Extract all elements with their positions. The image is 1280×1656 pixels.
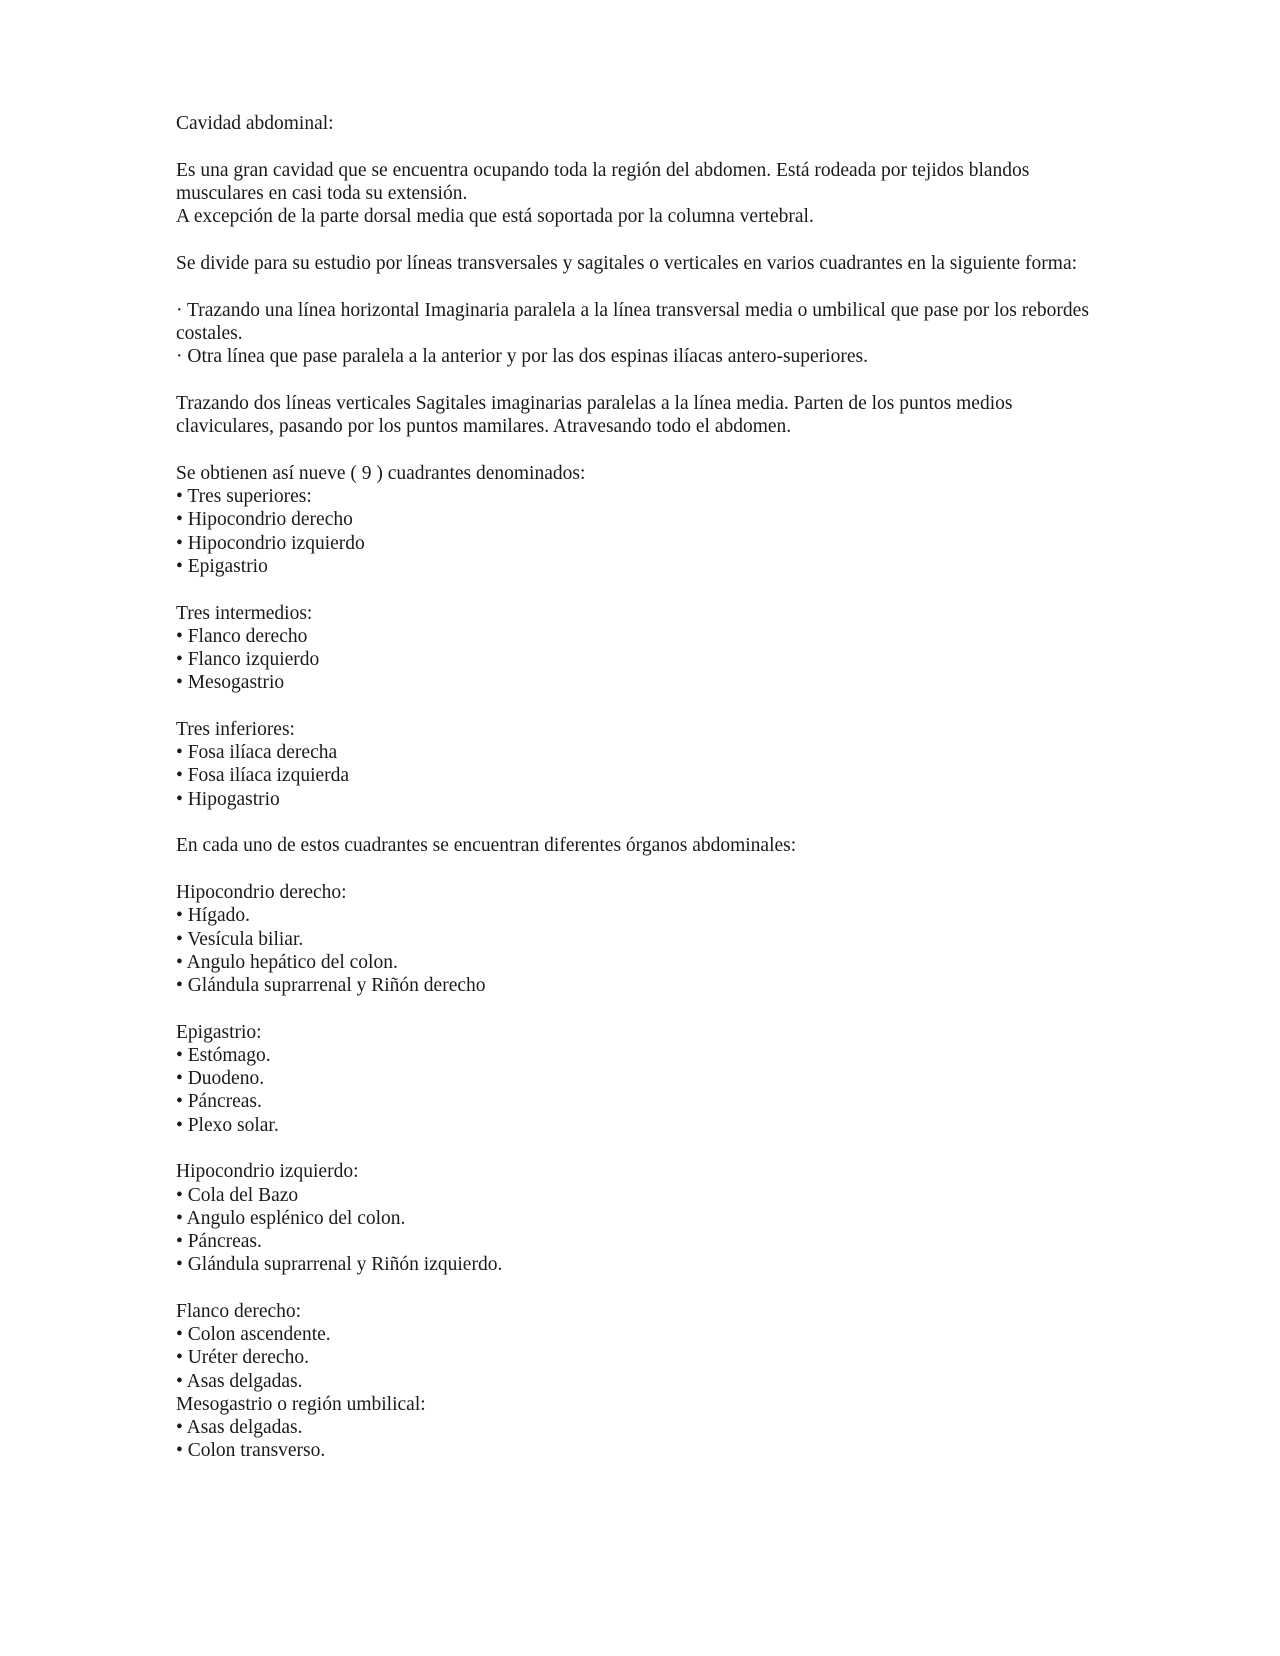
list-item: Hipocondrio derecho: (176, 882, 347, 904)
document-page (176, 112, 1166, 1462)
list-item: • Flanco izquierdo (176, 649, 320, 671)
inferior-quadrants-list (176, 718, 1166, 811)
list-item: • Uréter derecho. (176, 1347, 309, 1369)
list-item: Mesogastrio o región umbilical: (176, 1393, 426, 1415)
list-item: • Mesogastrio (176, 672, 285, 694)
superior-quadrants-list (176, 462, 1166, 578)
text-line: · Trazando una línea horizontal Imaginaria paralela a la línea transversal media o umbilical que pase por los rebordes (176, 299, 1089, 321)
text-line: Trazando dos líneas verticales Sagitales imaginarias paralelas a la línea media. Parten de los puntos medios (176, 393, 1013, 414)
list-item: Flanco derecho: (176, 1301, 302, 1323)
horizontal-lines-paragraph (176, 299, 1166, 369)
list-item: • Angulo hepático del colon. (176, 951, 398, 973)
list-item: • Vesícula biliar. (176, 928, 304, 950)
list-item: • Angulo esplénico del colon. (176, 1207, 406, 1229)
list-item: • Asas delgadas. (176, 1417, 303, 1439)
text-line: musculares en casi toda su extensión. (176, 183, 468, 204)
list-item: Hipocondrio izquierdo: (176, 1161, 359, 1183)
text-line: A excepción de la parte dorsal media que está soportada por la columna vertebral. (176, 206, 814, 228)
text-line: · Otra línea que pase paralela a la anterior y por las dos espinas ilíacas antero-superiores. (176, 346, 868, 368)
list-item: • Hipocondrio derecho (176, 509, 353, 531)
list-item: Se obtienen así nueve ( 9 ) cuadrantes denominados: (176, 463, 586, 484)
list-item: • Fosa ilíaca izquierda (176, 765, 350, 787)
intermediate-quadrants-list (176, 602, 1166, 695)
list-item: • Colon transverso. (176, 1440, 326, 1462)
list-item: • Glándula suprarrenal y Riñón derecho (176, 975, 486, 997)
section-title: Cavidad abdominal: (176, 113, 334, 134)
list-item: • Hipogastrio (176, 788, 280, 810)
list-item: Epigastrio: (176, 1021, 262, 1043)
flanco-mesogastrio-list (176, 1300, 1166, 1462)
list-item: • Páncreas. (176, 1231, 262, 1253)
text-line: Es una gran cavidad que se encuentra ocupando toda la región del abdomen. Está rodeada por tejidos blandos (176, 159, 1030, 181)
text-line: claviculares, pasando por los puntos mamilares. Atravesando todo el abdomen. (176, 416, 792, 438)
divide-paragraph: Se divide para su estudio por líneas transversales y sagitales o verticales en varios cuadrantes en la siguiente forma: (176, 253, 1078, 274)
hipocondrio-izquierdo-list (176, 1160, 1166, 1276)
list-item: • Tres superiores: (176, 486, 312, 508)
list-item: • Páncreas. (176, 1091, 262, 1113)
epigastrio-list (176, 1021, 1166, 1137)
list-item: • Estómago. (176, 1045, 271, 1067)
vertical-lines-paragraph (176, 392, 1166, 438)
list-item: • Duodeno. (176, 1068, 265, 1090)
hipocondrio-derecho-list (176, 881, 1166, 997)
intro-paragraph (176, 159, 1166, 229)
list-item: • Cola del Bazo (176, 1184, 299, 1206)
list-item: • Flanco derecho (176, 625, 308, 647)
list-item: Tres intermedios: (176, 602, 313, 624)
list-item: • Colon ascendente. (176, 1324, 331, 1346)
list-item: Tres inferiores: (176, 719, 295, 741)
organs-intro: En cada uno de estos cuadrantes se encuentran diferentes órganos abdominales: (176, 835, 797, 857)
list-item: • Hipocondrio izquierdo (176, 532, 365, 554)
text-line: costales. (176, 323, 243, 344)
list-item: • Epigastrio (176, 555, 268, 577)
list-item: • Glándula suprarrenal y Riñón izquierdo. (176, 1254, 503, 1276)
list-item: • Plexo solar. (176, 1114, 279, 1136)
list-item: • Fosa ilíaca derecha (176, 742, 338, 764)
list-item: • Hígado. (176, 905, 250, 927)
list-item: • Asas delgadas. (176, 1370, 303, 1392)
